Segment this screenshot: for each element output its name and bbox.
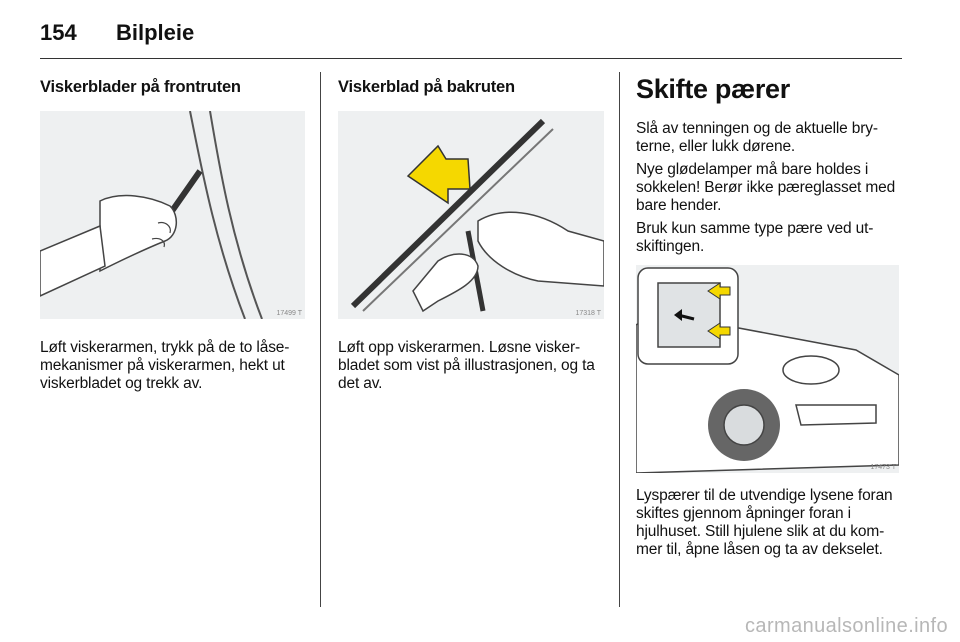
front-wiper-drawing xyxy=(40,111,305,319)
bulbs-paragraph-1: Slå av tenningen og de aktuelle bry-terne, eller lukk dørene. xyxy=(636,120,878,155)
page-number: 154 xyxy=(40,20,77,45)
rear-wiper-text: Løft opp viskerarmen. Løsne visker-bladet som vist på illustrasjonen, og ta det av. xyxy=(338,339,595,392)
rear-wiper-drawing xyxy=(338,111,604,319)
front-wiper-illustration xyxy=(40,111,305,319)
headlight-drawing xyxy=(636,265,899,473)
column-divider-1 xyxy=(320,72,321,607)
column-front-wiper xyxy=(40,72,305,398)
column-divider-2 xyxy=(619,72,620,607)
bulbs-heading: Skifte pærer xyxy=(636,74,790,104)
column-bulbs xyxy=(636,72,902,564)
headlight-bulb-illustration xyxy=(636,265,899,473)
page-header xyxy=(40,18,902,59)
rear-wiper-figure-code: 17318 T xyxy=(575,310,601,317)
front-wiper-text: Løft viskerarmen, trykk på de to låse-mekanismer på viskerarmen, hekt ut viskerbladet og trekk av. xyxy=(40,339,290,392)
column-rear-wiper xyxy=(338,72,606,398)
front-wiper-figure-code: 17499 T xyxy=(276,310,302,317)
bulbs-paragraph-3: Bruk kun samme type pære ved ut-skiftingen. xyxy=(636,220,874,255)
rear-wiper-heading: Viskerblad på bakruten xyxy=(338,78,515,96)
bulbs-paragraph-2: Nye glødelamper må bare holdes i sokkelen! Berør ikke pæreglasset med bare hender. xyxy=(636,161,896,214)
rear-wiper-illustration xyxy=(338,111,604,319)
headlight-caption: Lyspærer til de utvendige lysene foran skiftes gjennom åpninger foran i hjulhuset. Still hjulene slik at du kom-mer til, åpne låsen og ta av dekselet. xyxy=(636,487,893,558)
headlight-figure-code: 17473 T xyxy=(870,464,896,471)
front-wiper-heading: Viskerblader på frontruten xyxy=(40,78,241,96)
watermark: carmanualsonline.info xyxy=(745,615,948,637)
section-title: Bilpleie xyxy=(116,20,195,45)
